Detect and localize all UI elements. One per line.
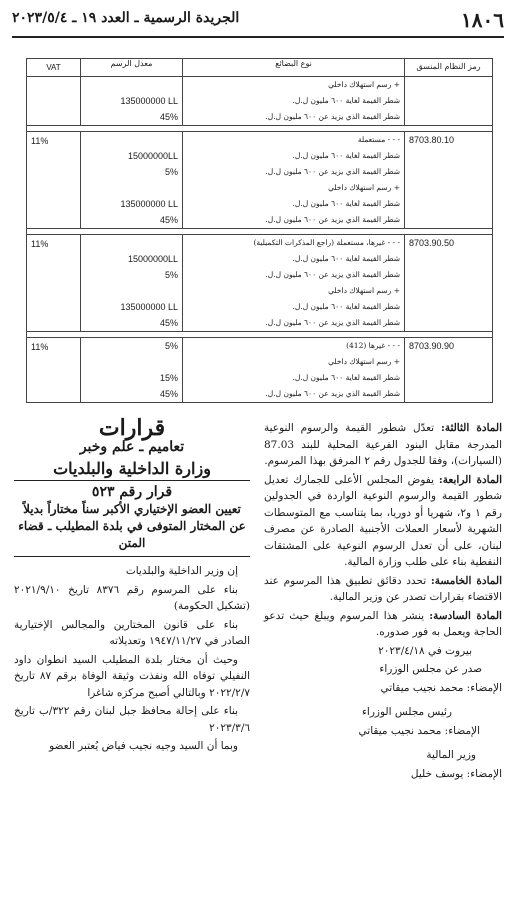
- article-6: [264, 608, 502, 641]
- article-5-label: المادة الخامسة:: [430, 574, 502, 587]
- decision-para-2: بناء على المرسوم رقم ٨٣٧٦ تاريخ ٢٠٢١/٩/١٠ (تشكيل الحكومة): [14, 583, 250, 612]
- vat-cell: 11%: [27, 235, 81, 332]
- rate-line: [81, 354, 182, 370]
- decision-headline: تعيين العضو الإختياري الأكبر سناً مختاراً بديلاً عن المختار المتوفى في بلدة المطيلب ـ قضاء المتن: [14, 501, 250, 557]
- article-5: [264, 573, 502, 606]
- gazette-title: الجريدة الرسمية ـ العدد ١٩ ـ ٢٠٢٣/٥/٤: [12, 10, 240, 26]
- table-row: [27, 235, 493, 332]
- goods-cell: [183, 77, 405, 126]
- decision-para-3: بناء على قانون المختارين والمجالس الإختيارية الصادر في ١٩٤٧/١١/٢٧ وتعديلاته: [14, 618, 250, 647]
- page-header: [12, 6, 504, 38]
- vat-cell: 11%: [27, 338, 81, 403]
- vat-cell: [27, 77, 81, 126]
- rate-line: 45%: [159, 215, 178, 225]
- rate-line: 5%: [164, 270, 178, 280]
- rate-line: [81, 180, 182, 196]
- header-rate: معدل الرسم: [81, 59, 183, 77]
- hs-code-cell: 8703.80.10: [405, 132, 493, 229]
- goods-line: + رسم استهلاك داخلي: [328, 80, 400, 89]
- goods-cell: [183, 235, 405, 332]
- rate-line: [81, 132, 182, 148]
- header-goods: نوع البضائع: [183, 59, 405, 77]
- rate-line: 15%: [159, 373, 178, 383]
- place-date: بيروت في ٢٠٢٣/٤/١٨: [378, 644, 472, 657]
- goods-line: شطر القيمة الذي يزيد عن ٦٠٠ مليون ل.ل.: [265, 270, 400, 279]
- article-5-text: تحدد دقائق تطبيق هذا المرسوم عند الاقتضاء بقرارات تصدر عن وزير المالية.: [264, 574, 502, 603]
- decision-para-6: وبما أن السيد وجيه نجيب فياض يُعتبر العضو: [49, 740, 238, 752]
- goods-line: شطر القيمة الذي يزيد عن ٦٠٠ مليون ل.ل.: [265, 318, 400, 327]
- header-rule: [12, 36, 504, 38]
- section-title: قرارات: [98, 415, 166, 441]
- article-3: [264, 420, 502, 470]
- header-hs-code: رمز النظام المنسق: [405, 59, 493, 77]
- rate-line: 135000000 LL: [120, 199, 178, 209]
- goods-line: - - - غيرها (412): [346, 341, 400, 350]
- article-4-text: يفوض المجلس الأعلى للجمارك تعديل شطور القيمة والرسوم النوعية الواردة في الجدولين رقم ١ و٢، شهريا أو دوريا، بما يتناسب مع المتوسطات الشهرية لأسعار العملات الأجنبية الصادرة عن مصرف لبنان، على أن تعدل الرسوم النوعية على المشتقات النفطية بناء على طلب وزارة المالية.: [264, 473, 502, 568]
- rate-line: 5%: [164, 341, 178, 351]
- goods-line: شطر القيمة لغاية ٦٠٠ مليون ل.ل.: [292, 254, 400, 263]
- rate-line: [81, 235, 182, 251]
- rate-line: 15000000LL: [127, 151, 178, 161]
- article-4-label: المادة الرابعة:: [438, 473, 503, 486]
- ministry-name: وزارة الداخلية والبلديات: [14, 461, 250, 481]
- decision-number: قرار رقم ٥٢٣: [91, 483, 173, 500]
- goods-line: شطر القيمة لغاية ٦٠٠ مليون ل.ل.: [292, 151, 400, 160]
- decision-para-4: وحيث أن مختار بلدة المطيلب السيد انطوان داود النفيلي توفاه الله ونفذت وثيقة الوفاة برقم ٨٧ تاريخ ٢٠٢٢/٢/٧ وبالتالي أصبح مركزه شاغرا: [14, 653, 251, 699]
- goods-line: شطر القيمة لغاية ٦٠٠ مليون ل.ل.: [292, 302, 400, 311]
- hs-code-cell: 8703.90.50: [405, 235, 493, 332]
- rate-line: 135000000 LL: [120, 96, 178, 106]
- hs-code-cell: 8703.90.90: [405, 338, 493, 403]
- rate-cell: [81, 77, 183, 126]
- goods-line: + رسم استهلاك داخلي: [328, 357, 400, 366]
- goods-line: - - - مستعملة: [357, 135, 400, 144]
- header-vat: VAT: [27, 59, 81, 77]
- goods-cell: [183, 338, 405, 403]
- page-number: ١٨٠٦: [461, 8, 504, 32]
- decision-para-1: إن وزير الداخلية والبلديات: [125, 565, 238, 577]
- rate-cell: [81, 132, 183, 229]
- rate-cell: [81, 235, 183, 332]
- left-column: [14, 415, 251, 757]
- goods-line: شطر القيمة لغاية ٦٠٠ مليون ل.ل.: [292, 199, 400, 208]
- signature-2: الإمضاء: محمد نجيب ميقاتي: [358, 724, 480, 737]
- article-6-text: ينشر هذا المرسوم ويبلغ حيث تدعو الحاجة ويعمل به فور صدوره.: [264, 609, 502, 638]
- goods-line: شطر القيمة الذي يزيد عن ٦٠٠ مليون ل.ل.: [265, 112, 400, 121]
- signature-1: الإمضاء: محمد نجيب ميقاتي: [380, 681, 502, 694]
- article-4: [264, 472, 502, 571]
- goods-line: شطر القيمة لغاية ٦٠٠ مليون ل.ل.: [292, 373, 400, 382]
- goods-line: شطر القيمة الذي يزيد عن ٦٠٠ مليون ل.ل.: [265, 389, 400, 398]
- rate-line: [81, 77, 182, 93]
- hs-code-cell: [405, 77, 493, 126]
- goods-line: + رسم استهلاك داخلي: [328, 286, 400, 295]
- tariff-table: [26, 58, 493, 403]
- goods-cell: [183, 132, 405, 229]
- table-row: [27, 77, 493, 126]
- right-column: [264, 420, 502, 784]
- prime-minister-title: رئيس مجلس الوزراء: [361, 706, 452, 718]
- section-subtitle: تعاميم ـ علم وخبر: [79, 438, 185, 455]
- goods-line: + رسم استهلاك داخلي: [328, 183, 400, 192]
- table-row: [27, 338, 493, 403]
- table-row: [27, 132, 493, 229]
- goods-line: شطر القيمة لغاية ٦٠٠ مليون ل.ل.: [292, 96, 400, 105]
- article-6-label: المادة السادسة:: [429, 609, 502, 622]
- finance-minister-title: وزير المالية: [426, 749, 476, 761]
- article-3-text: تعدّل شطور القيمة والرسوم النوعية المدرجة مقابل البنود الفرعية المحلية للبند 87.03 (السيارات)، وفقا للجدول رقم ٢ المرفق بهذا المرسوم.: [264, 422, 502, 467]
- rate-line: 5%: [164, 167, 178, 177]
- article-3-label: المادة الثالثة:: [440, 422, 502, 434]
- issued-by: صدر عن مجلس الوزراء: [379, 663, 482, 675]
- rate-line: 45%: [159, 389, 178, 399]
- rate-line: 45%: [159, 112, 178, 122]
- vat-cell: 11%: [27, 132, 81, 229]
- rate-cell: [81, 338, 183, 403]
- goods-line: شطر القيمة الذي يزيد عن ٦٠٠ مليون ل.ل.: [265, 167, 400, 176]
- rate-line: 45%: [159, 318, 178, 328]
- signature-3: الإمضاء: يوسف خليل: [410, 767, 502, 780]
- rate-line: [81, 283, 182, 299]
- table-header-row: [27, 59, 493, 77]
- rate-line: 135000000 LL: [120, 302, 178, 312]
- goods-line: شطر القيمة الذي يزيد عن ٦٠٠ مليون ل.ل.: [265, 215, 400, 224]
- decision-para-5: بناء على إحالة محافظ جبل لبنان رقم ٣٢٢/ب تاريخ ٢٠٢٣/٣/٦: [14, 705, 250, 734]
- goods-line: - - - غيرها، مستعملة (راجع المذكرات التكميلية): [253, 238, 400, 247]
- rate-line: 15000000LL: [127, 254, 178, 264]
